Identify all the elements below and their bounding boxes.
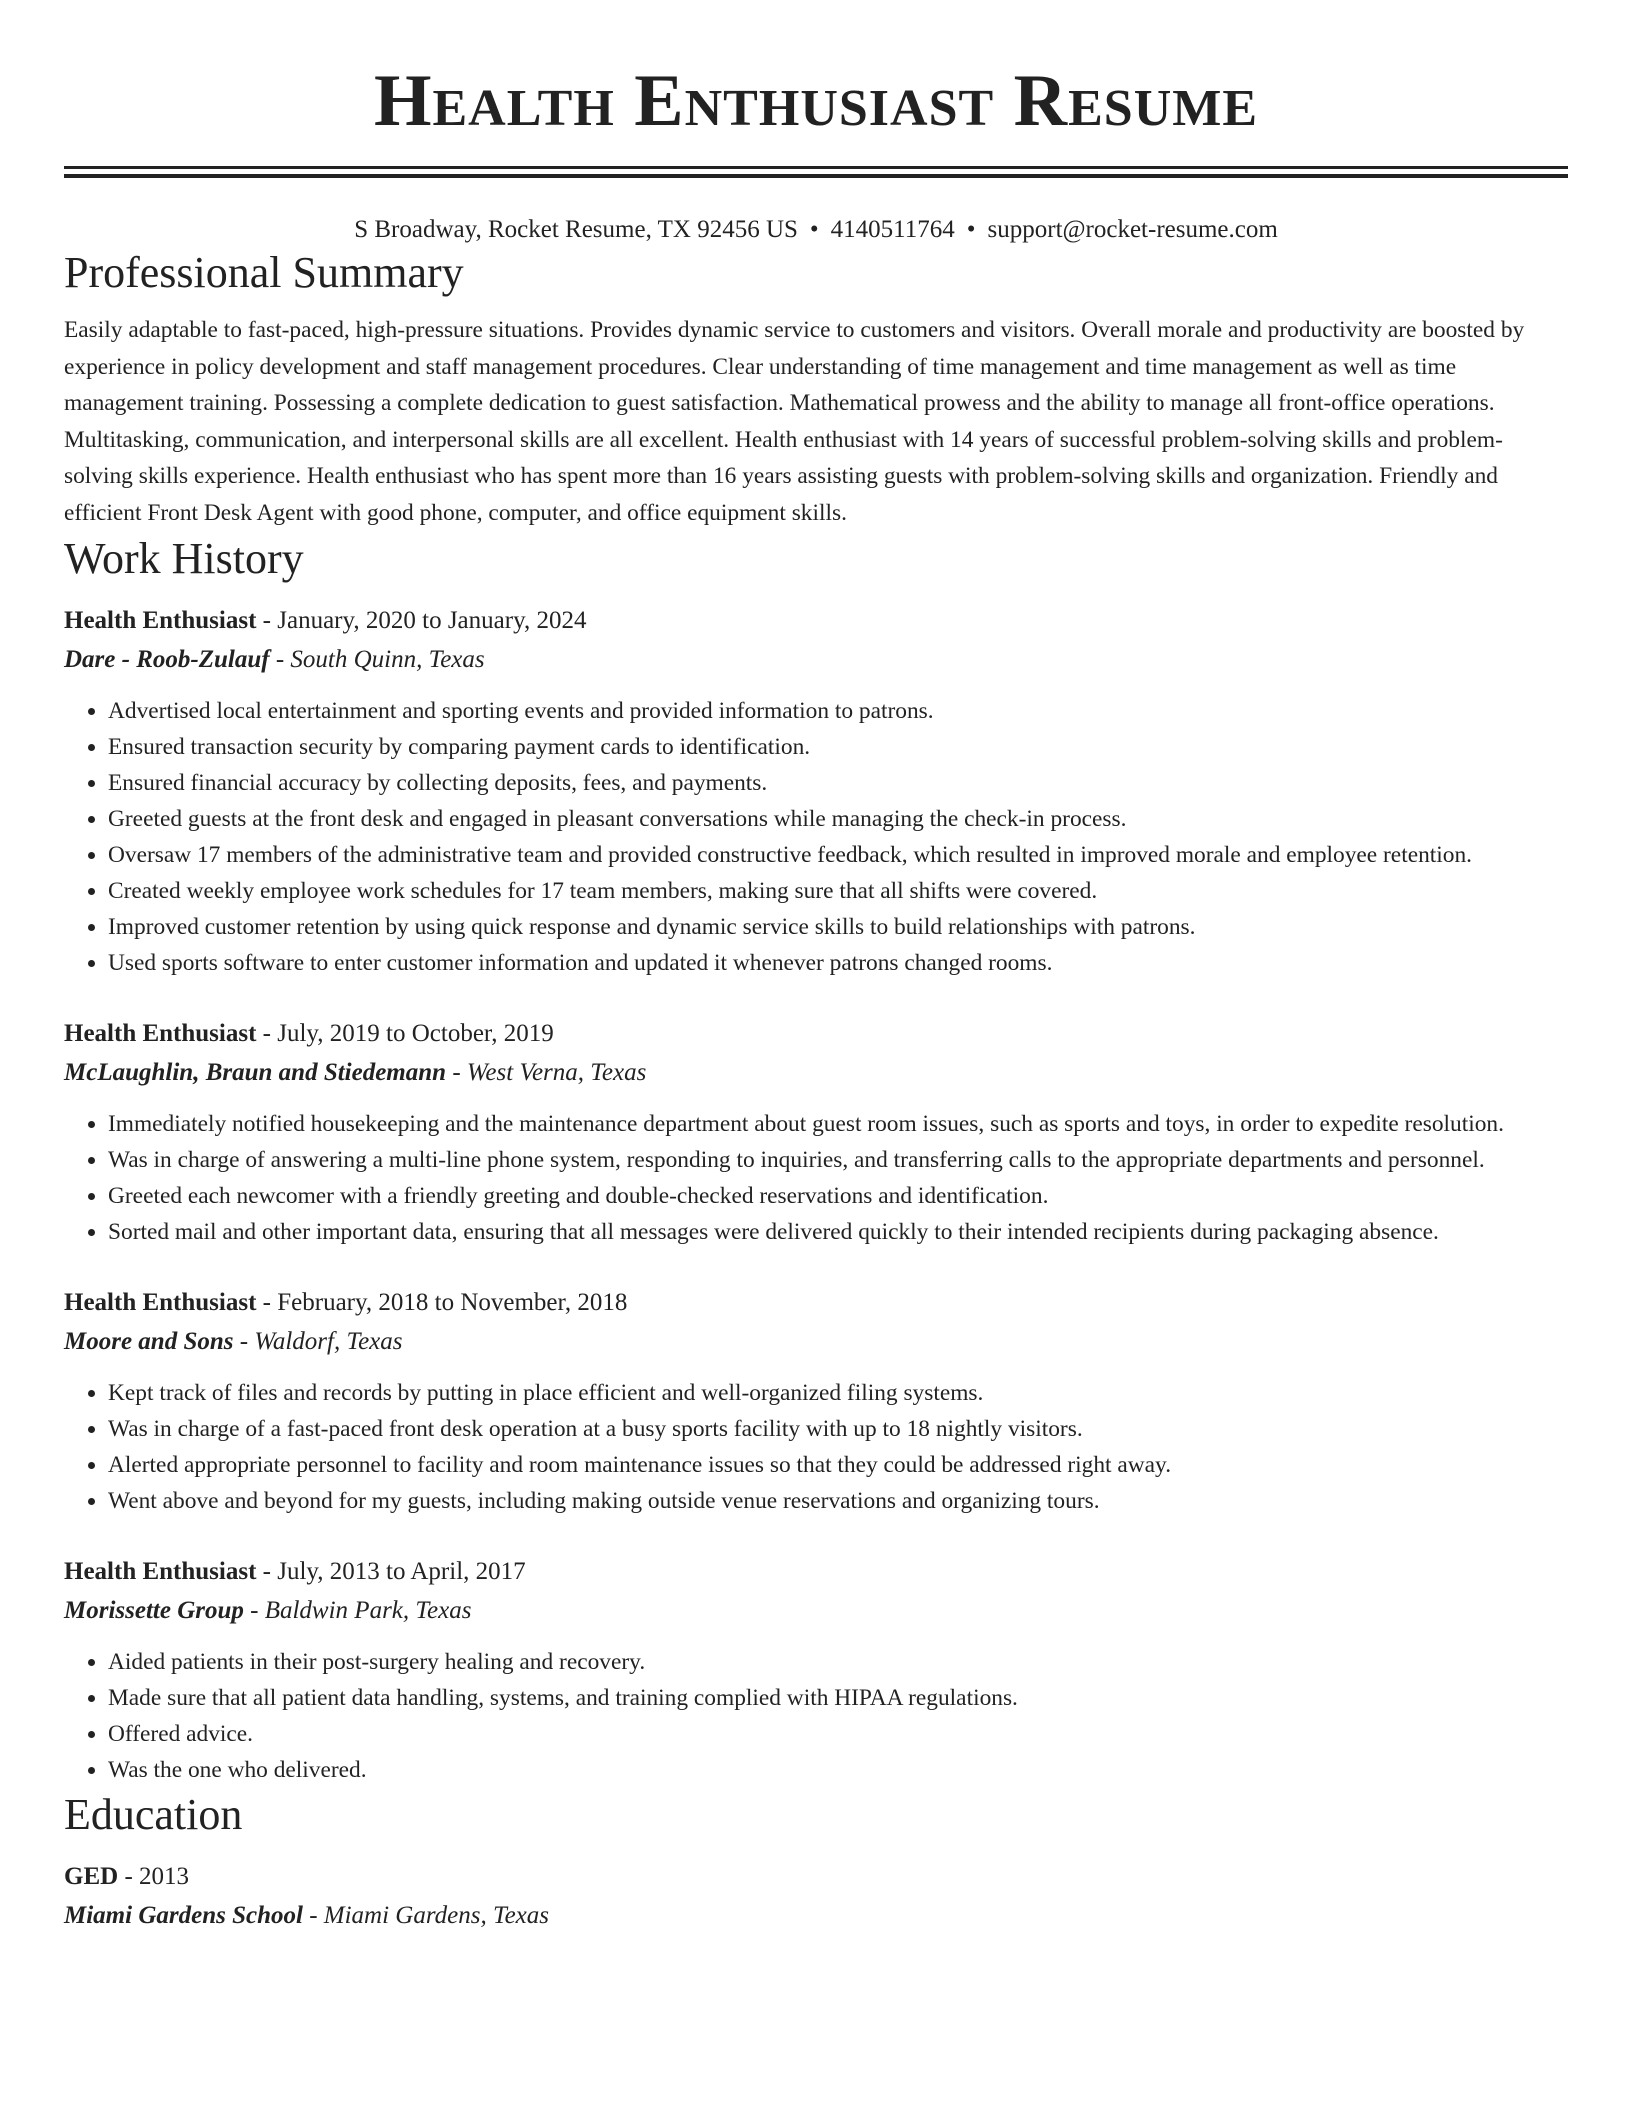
job-title-line <box>64 602 1568 640</box>
job-title: Health Enthusiast <box>64 606 257 634</box>
employer-line <box>64 1053 1568 1092</box>
resume-page <box>64 0 1568 1935</box>
school-name: Miami Gardens School <box>64 1901 303 1929</box>
job-dates: - February, 2018 to November, 2018 <box>256 1288 628 1316</box>
job-bullet: • Immediately notified housekeeping and the maintenance department about guest room issues, such as sports and toys, in order to expedite resolution. <box>108 1106 1568 1142</box>
employer-line <box>64 1322 1568 1361</box>
title-divider-bottom <box>64 174 1568 178</box>
school-location: - Miami Gardens, Texas <box>302 1901 549 1929</box>
contact-email: support@rocket-resume.com <box>987 216 1278 243</box>
work-history-heading: Work History <box>64 533 304 583</box>
job-title-line <box>64 1553 1568 1591</box>
job-bullet: • Ensured transaction security by comparing payment cards to identification. <box>108 729 1568 765</box>
employer-location: - Baldwin Park, Texas <box>243 1596 472 1624</box>
job-bullet: • Alerted appropriate personnel to facility and room maintenance issues so that they could be addressed right away. <box>108 1447 1568 1483</box>
job-bullet: • Greeted each newcomer with a friendly greeting and double-checked reservations and identification. <box>108 1178 1568 1214</box>
job-bullets <box>64 1106 1568 1250</box>
job-entry <box>64 602 1568 981</box>
job-bullet: • Offered advice. <box>108 1716 1568 1752</box>
education-entry <box>64 1858 1568 1935</box>
summary-text: Easily adaptable to fast-paced, high-pressure situations. Provides dynamic service to customers and visitors. Overall morale and productivity are boosted by experience in policy development and staff management procedures. Clear understanding of time management and time management as well as time management training. Possessing a complete dedication to guest satisfaction. Mathematical prowess and the ability to manage all front-office operations. Multitasking, communication, and interpersonal skills are all excellent. Health enthusiast with 14 years of successful problem-solving skills and problem-solving skills experience. Health enthusiast who has spent more than 16 years assisting guests with problem-solving skills and organization. Friendly and efficient Front Desk Agent with good phone, computer, and office equipment skills. <box>64 317 1525 526</box>
resume-title: Health Enthusiast Resume <box>373 60 1259 142</box>
employer-location: - West Verna, Texas <box>446 1058 647 1086</box>
contact-address: S Broadway, Rocket Resume, TX 92456 US <box>354 216 798 243</box>
job-bullet: • Was in charge of answering a multi-line phone system, responding to inquiries, and transferring calls to the appropriate departments and personnel. <box>108 1142 1568 1178</box>
job-bullet: • Oversaw 17 members of the administrative team and provided constructive feedback, which resulted in improved morale and employee retention. <box>108 837 1568 873</box>
job-bullet: • Sorted mail and other important data, ensuring that all messages were delivered quickly to their intended recipients during packaging absence. <box>108 1214 1568 1250</box>
contact-phone: 4140511764 <box>830 216 955 243</box>
job-bullet: • Used sports software to enter customer information and updated it whenever patrons changed rooms. <box>108 945 1568 981</box>
employer-name: Dare - Roob-Zulauf <box>64 645 270 673</box>
job-dates: - January, 2020 to January, 2024 <box>256 606 587 634</box>
employer-line <box>64 640 1568 679</box>
degree: GED <box>64 1862 119 1890</box>
school-line <box>64 1896 1568 1935</box>
degree-line <box>64 1858 1568 1896</box>
graduation-year: - 2013 <box>118 1862 190 1890</box>
job-title: Health Enthusiast <box>64 1019 257 1047</box>
employer-name: Moore and Sons <box>64 1327 234 1355</box>
title-divider-top <box>64 166 1568 169</box>
job-dates: - July, 2019 to October, 2019 <box>256 1019 554 1047</box>
employer-name: Morissette Group <box>64 1596 244 1624</box>
job-bullet: • Went above and beyond for my guests, including making outside venue reservations and organizing tours. <box>108 1483 1568 1519</box>
job-title-line <box>64 1015 1568 1053</box>
job-bullet: • Advertised local entertainment and sporting events and provided information to patrons. <box>108 693 1568 729</box>
employer-location: - South Quinn, Texas <box>269 645 485 673</box>
employer-name: McLaughlin, Braun and Stiedemann <box>64 1058 447 1086</box>
employer-line <box>64 1591 1568 1630</box>
job-bullet: • Greeted guests at the front desk and engaged in pleasant conversations while managing the check-in process. <box>108 801 1568 837</box>
job-title: Health Enthusiast <box>64 1288 257 1316</box>
job-entry <box>64 1553 1568 1788</box>
job-title-line <box>64 1284 1568 1322</box>
job-dates: - July, 2013 to April, 2017 <box>256 1557 526 1585</box>
job-title: Health Enthusiast <box>64 1557 257 1585</box>
contact-separator: • <box>966 216 976 243</box>
job-entry <box>64 1284 1568 1519</box>
job-bullet: • Was in charge of a fast-paced front desk operation at a busy sports facility with up to 18 nightly visitors. <box>108 1411 1568 1447</box>
job-bullet: • Created weekly employee work schedules for 17 team members, making sure that all shifts were covered. <box>108 873 1568 909</box>
job-bullet: • Made sure that all patient data handling, systems, and training complied with HIPAA regulations. <box>108 1680 1568 1716</box>
job-bullets <box>64 1644 1568 1788</box>
summary-heading: Professional Summary <box>64 248 464 297</box>
employer-location: - Waldorf, Texas <box>233 1327 403 1355</box>
job-bullets <box>64 693 1568 981</box>
contact-separator: • <box>809 216 819 243</box>
job-bullet: • Improved customer retention by using quick response and dynamic service skills to build relationships with patrons. <box>108 909 1568 945</box>
job-bullets <box>64 1375 1568 1519</box>
job-bullet: • Aided patients in their post-surgery healing and recovery. <box>108 1644 1568 1680</box>
job-bullet: • Kept track of files and records by putting in place efficient and well-organized filing systems. <box>108 1375 1568 1411</box>
contact-line <box>64 214 1568 246</box>
job-bullet: • Ensured financial accuracy by collecting deposits, fees, and payments. <box>108 765 1568 801</box>
job-entry <box>64 1015 1568 1250</box>
job-bullet: • Was the one who delivered. <box>108 1752 1568 1788</box>
education-heading: Education <box>64 1789 243 1839</box>
